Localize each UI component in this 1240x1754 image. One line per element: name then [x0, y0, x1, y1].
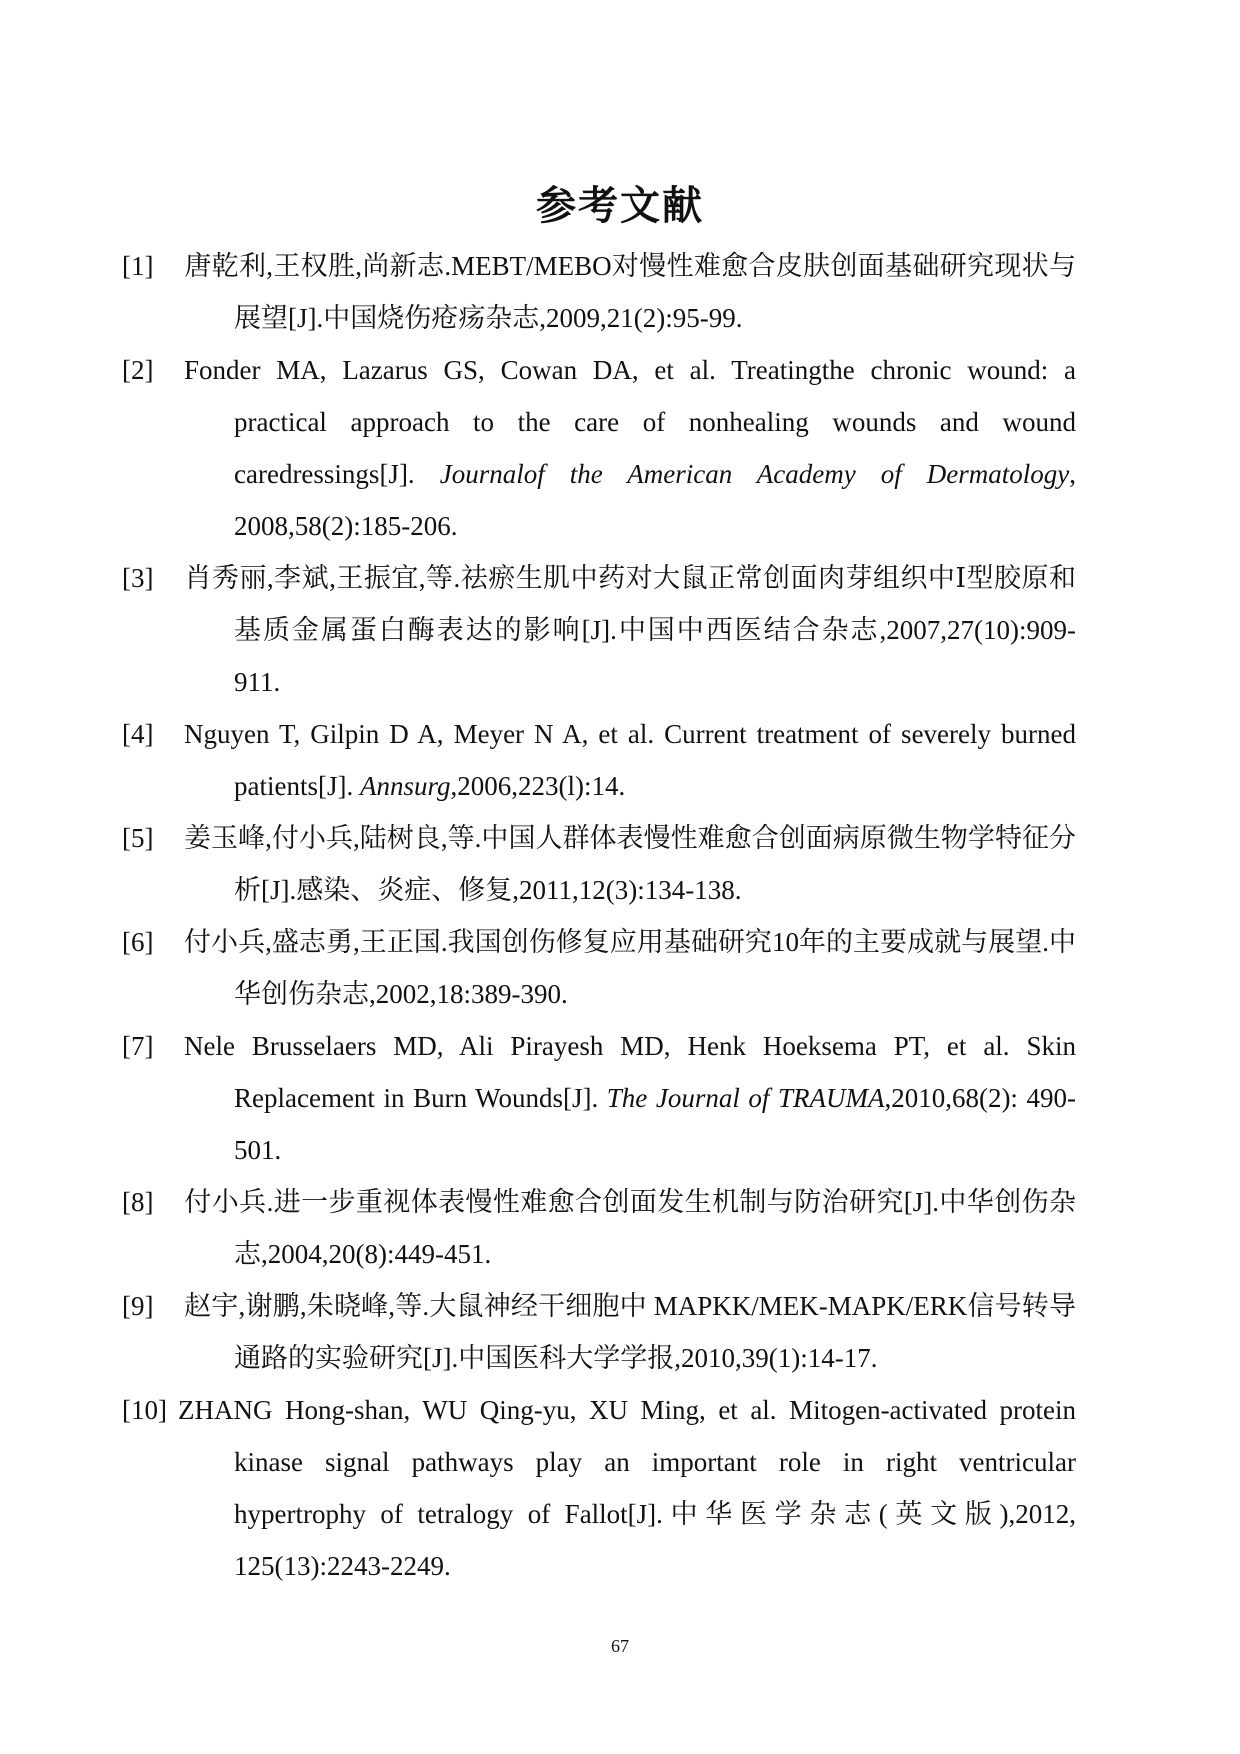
reference-text: 付小兵.进一步重视体表慢性难愈合创面发生机制与防治研究[J].中华创伤杂志,2004,20(8):449-451.: [184, 1187, 1076, 1269]
reference-item: [9] 赵宇,谢鹏,朱晓峰,等.大鼠神经干细胞中 MAPKK/MEK-MAPK/ERK信号转导通路的实验研究[J].中国医科大学学报,2010,39(1):14-17.: [122, 1291, 1076, 1373]
reference-text: 唐乾利,王权胜,尚新志.MEBT/MEBO对慢性难愈合皮肤创面基础研究现状与展望[J].中国烧伤疮疡杂志,2009,21(2):95-99.: [184, 251, 1076, 333]
reference-journal: Journalof the American Academy of Dermatology: [439, 459, 1070, 489]
reference-text: Nguyen T, Gilpin D A, Meyer N A, et al. Current treatment of severely burned patients[J].: [184, 719, 1076, 801]
reference-journal: Annsurg: [359, 771, 451, 801]
reference-text: 肖秀丽,李斌,王振宜,等.祛瘀生肌中药对大鼠正常创面肉芽组织中Ⅰ型胶原和基质金属蛋白酶表达的影响[J].中国中西医结合杂志,2007,27(10):909-911.: [184, 563, 1076, 697]
reference-text: 姜玉峰,付小兵,陆树良,等.中国人群体表慢性难愈合创面病原微生物学特征分析[J].感染、炎症、修复,2011,12(3):134-138.: [184, 823, 1076, 905]
page-number: 67: [611, 1636, 629, 1656]
reference-text: 赵宇,谢鹏,朱晓峰,等.大鼠神经干细胞中 MAPKK/MEK-MAPK/ERK信号转导通路的实验研究[J].中国医科大学学报,2010,39(1):14-17.: [184, 1291, 1076, 1373]
reference-item: [10] ZHANG Hong-shan, WU Qing-yu, XU Ming, et al. Mitogen-activated protein kinase signal pathways play an important role in right ventricular hypertrophy of tetralogy of Fallot[J].中华医学杂志(英文版),2012, 125(13):2243-2249.: [122, 1395, 1076, 1581]
reference-item: [7] Nele Brusselaers MD, Ali Pirayesh MD, Henk Hoeksema PT, et al. Skin Replacement in Burn Wounds[J]. The Journal of TRAUMA,2010,68(2): 490-501.: [122, 1031, 1076, 1165]
reference-item: [1] 唐乾利,王权胜,尚新志.MEBT/MEBO对慢性难愈合皮肤创面基础研究现状与展望[J].中国烧伤疮疡杂志,2009,21(2):95-99.: [122, 251, 1076, 333]
reference-item: [2] Fonder MA, Lazarus GS, Cowan DA, et al. Treatingthe chronic wound: a practical approach to the care of nonhealing wounds and wound caredressings[J]. Journalof the American Academy of Dermatology, 2008,58(2):185-206.: [122, 355, 1076, 541]
page-title: 参考文献: [536, 183, 704, 228]
reference-text: 付小兵,盛志勇,王正国.我国创伤修复应用基础研究10年的主要成就与展望.中华创伤杂志,2002,18:389-390.: [184, 927, 1076, 1009]
reference-list: [122, 240, 1076, 1592]
reference-item: [3] 肖秀丽,李斌,王振宜,等.祛瘀生肌中药对大鼠正常创面肉芽组织中Ⅰ型胶原和基质金属蛋白酶表达的影响[J].中国中西医结合杂志,2007,27(10):909-911.: [122, 563, 1076, 697]
reference-text: ,2010,68(2): 490-501.: [234, 1083, 1076, 1165]
reference-text: Fonder MA, Lazarus GS, Cowan DA, et al. Treatingthe chronic wound: a practical approach to the care of nonhealing wounds and wound caredressings[J].: [184, 355, 1076, 489]
reference-text: ,2006,223(l):14.: [450, 771, 626, 801]
reference-item: [5] 姜玉峰,付小兵,陆树良,等.中国人群体表慢性难愈合创面病原微生物学特征分析[J].感染、炎症、修复,2011,12(3):134-138.: [122, 823, 1076, 905]
reference-item: [4] Nguyen T, Gilpin D A, Meyer N A, et al. Current treatment of severely burned patients[J]. Annsurg,2006,223(l):14.: [122, 719, 1076, 801]
reference-text: ZHANG Hong-shan, WU Qing-yu, XU Ming, et al. Mitogen-activated protein kinase signal pathways play an important role in right ventricular hypertrophy of tetralogy of Fallot[J].中华医学杂志(英文版),2012, 125(13):2243-2249.: [178, 1395, 1076, 1581]
reference-text: , 2008,58(2):185-206.: [234, 459, 1076, 541]
reference-item: [8] 付小兵.进一步重视体表慢性难愈合创面发生机制与防治研究[J].中华创伤杂志,2004,20(8):449-451.: [122, 1187, 1076, 1269]
reference-text: Nele Brusselaers MD, Ali Pirayesh MD, Henk Hoeksema PT, et al. Skin Replacement in Burn Wounds[J].: [184, 1031, 1076, 1113]
reference-item: [6] 付小兵,盛志勇,王正国.我国创伤修复应用基础研究10年的主要成就与展望.中华创伤杂志,2002,18:389-390.: [122, 927, 1076, 1009]
reference-journal: The Journal of TRAUMA: [606, 1083, 885, 1113]
